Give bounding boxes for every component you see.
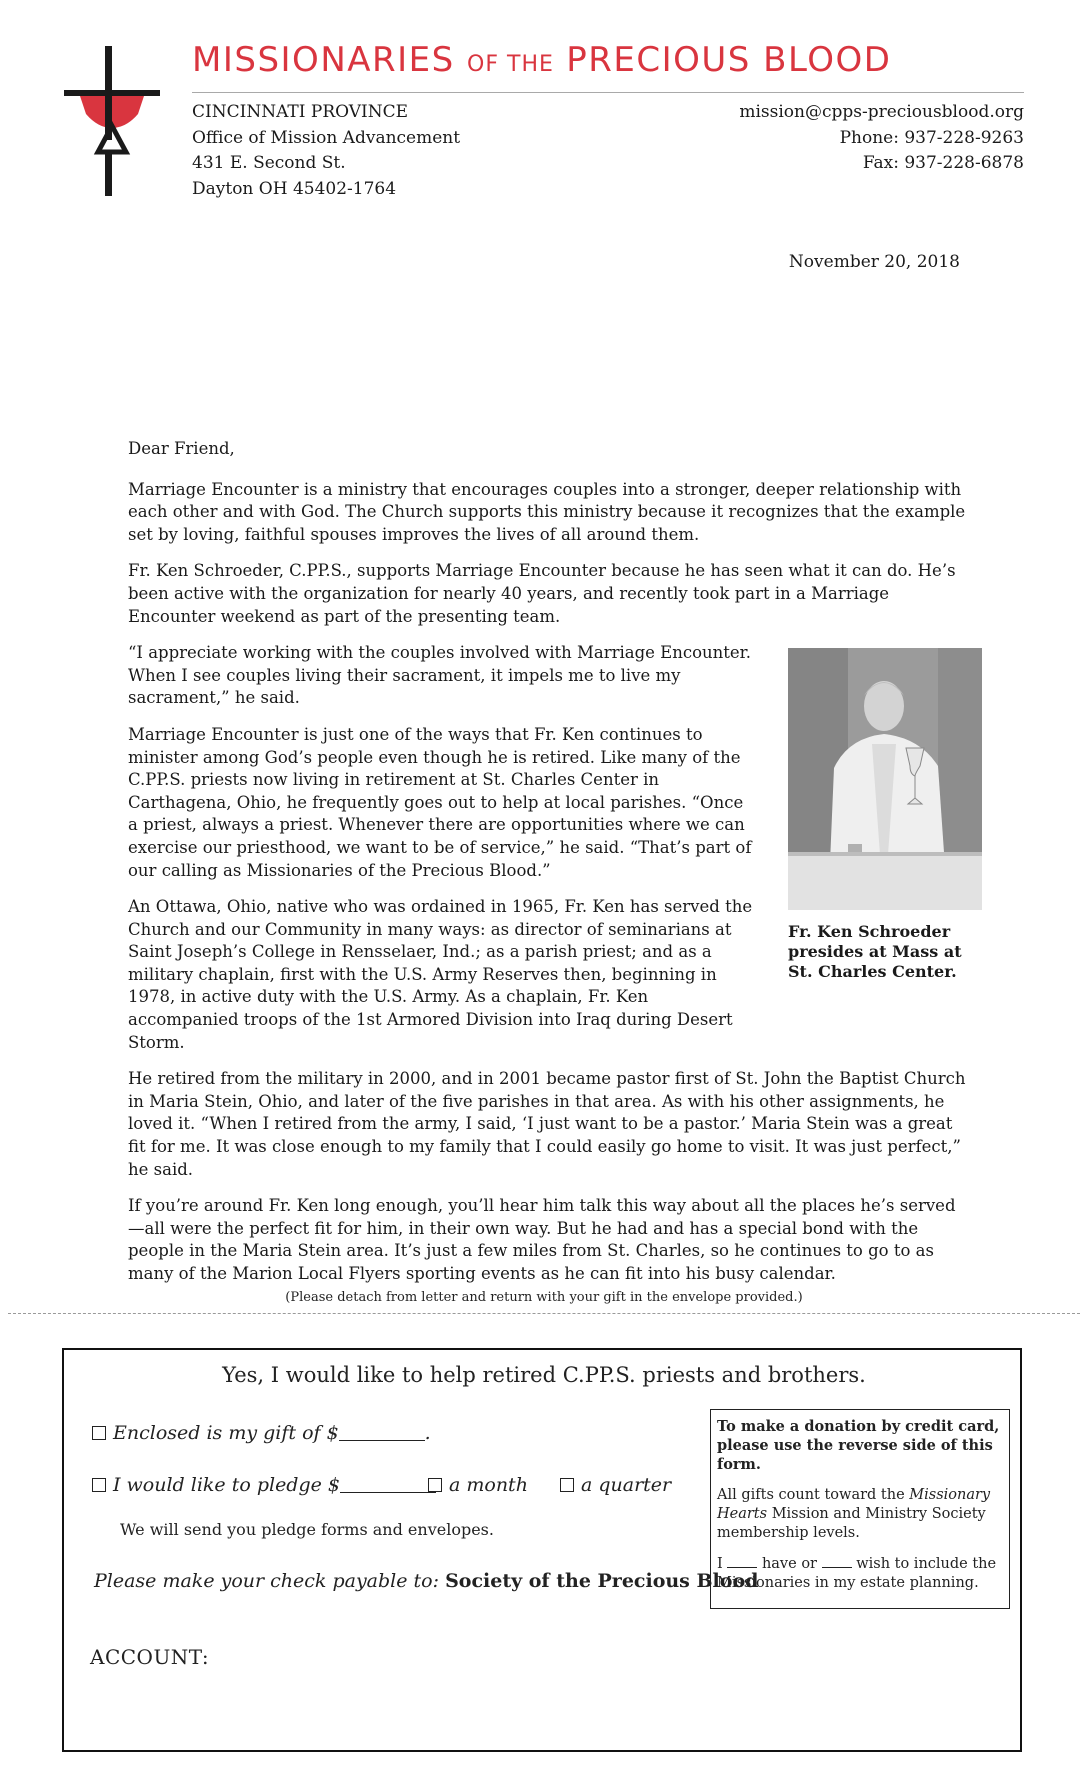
membership-note: All gifts count toward the Missionary Hearts Mission and Ministry Society membership levels. — [717, 1487, 991, 1541]
email: mission@cpps-preciousblood.org — [739, 102, 1024, 122]
paragraph-3: “I appreciate working with the couples involved with Marriage Encounter. When I see couples living their sacrament, it impels me to live my sacrament,” he said. — [128, 643, 751, 708]
letter-body — [128, 438, 968, 1300]
pledge-checkbox[interactable] — [92, 1478, 106, 1492]
phone: Phone: 937-228-9263 — [839, 127, 1024, 148]
cross-chalice-logo — [64, 46, 160, 196]
office-line: Office of Mission Advancement — [192, 127, 461, 148]
form-title: Yes, I would like to help retired C.PP.S. priests and brothers. — [222, 1363, 866, 1387]
detach-note: (Please detach from letter and return with your gift in the envelope provided.) — [285, 1290, 803, 1305]
payable-name: Society of the Precious Blood — [445, 1570, 759, 1592]
gift-line: Enclosed is my gift of $ . — [92, 1422, 431, 1444]
city-line: Dayton OH 45402-1764 — [192, 178, 397, 199]
return-address — [192, 100, 460, 202]
letter-date: November 20, 2018 — [788, 252, 960, 272]
contact-block — [739, 100, 1024, 177]
month-label: a month — [449, 1474, 528, 1496]
month-checkbox[interactable] — [428, 1478, 442, 1492]
quarter-label: a quarter — [581, 1474, 672, 1496]
header-rule — [192, 92, 1024, 93]
quarter-checkbox[interactable] — [560, 1478, 574, 1492]
organization-name: MISSIONARIES OF THE PRECIOUS BLOOD — [192, 40, 892, 80]
pledge-label: I would like to pledge $ — [113, 1474, 341, 1496]
pledge-note: We will send you pledge forms and envelopes. — [120, 1520, 494, 1539]
paragraph-5: An Ottawa, Ohio, native who was ordained in 1965, Fr. Ken has served the Church and our Community in many ways: as director of seminarians at Saint Joseph’s College in Rensselaer, Ind.; as a parish priest; and as a military chaplain, first with the U.S. Army Reserves then, beginning in 1978, in active duty with the U.S. Army. As a chaplain, Fr. Ken accompanied troops of the 1st Armored Division into Iraq during Desert Storm. — [128, 897, 753, 1052]
pledge-amount-field[interactable] — [340, 1492, 436, 1493]
paragraph-7: If you’re around Fr. Ken long enough, you’ll hear him talk this way about all the places he’s served—all were the perfect fit for him, in their own way. But he had and has a special bond with the people in the Maria Stein area. It’s just a few miles from St. Charles, so he continues to go to as many of the Marion Local Flyers sporting events as he can fit into his busy calendar. — [128, 1196, 956, 1283]
paragraph-4: Marriage Encounter is just one of the ways that Fr. Ken continues to minister among God’s people even though he is retired. Like many of the C.PP.S. priests now living in retirement at St. Charles Center in Carthagena, Ohio, he frequently goes out to help at local parishes. “Once a priest, always a priest. Whenever there are opportunities where we can exercise our priesthood, we want to be of service,” he said. “That’s part of our calling as Missionaries of the Precious Blood.” — [128, 724, 752, 880]
street-line: 431 E. Second St. — [192, 153, 346, 173]
gift-checkbox[interactable] — [92, 1426, 106, 1440]
gift-amount-field[interactable] — [339, 1440, 425, 1441]
payable-line — [94, 1570, 758, 1592]
fax: Fax: 937-228-6878 — [862, 153, 1024, 173]
estate-have-blank[interactable] — [727, 1567, 757, 1568]
payable-label: Please make your check payable to: — [94, 1570, 440, 1592]
paragraph-6: He retired from the military in 2000, and in 2001 became pastor first of St. John the Baptist Church in Maria Stein, Ohio, and later of the five parishes in that area. As with his other assignments, he loved it. “When I retired from the army, I said, ‘I just want to be a pastor.’ Maria Stein was a great fit for me. It was close enough to my family that I could easily go home to visit. It was just perfect,” he said. — [128, 1069, 966, 1179]
month-option — [428, 1474, 528, 1496]
estate-wish-blank[interactable] — [822, 1567, 852, 1568]
tear-line — [8, 1313, 1080, 1314]
salutation: Dear Friend, — [128, 439, 235, 458]
account-label: ACCOUNT: — [90, 1645, 210, 1669]
quarter-option — [560, 1474, 671, 1496]
info-sidebar — [710, 1409, 1010, 1609]
estate-note: I have or wish to include the Missionaries in my estate planning. — [717, 1556, 997, 1591]
pledge-line — [92, 1474, 436, 1496]
paragraph-1: Marriage Encounter is a ministry that encourages couples into a stronger, deeper relationship with each other and with God. The Church supports this ministry because it recognizes that the example set by loving, faithful spouses improves the lives of all around them. — [128, 479, 966, 544]
gift-label: Enclosed is my gift of $ — [113, 1422, 339, 1444]
photo-caption: Fr. Ken Schroeder presides at Mass at St. Charles Center. — [788, 922, 962, 981]
province-line: CINCINNATI PROVINCE — [192, 102, 409, 122]
paragraph-2: Fr. Ken Schroeder, C.PP.S., supports Marriage Encounter because he has seen what it can do. He’s been active with the organization for nearly 40 years, and recently took part in a Marriage Encounter weekend as part of the presenting team. — [128, 561, 956, 626]
credit-card-note: To make a donation by credit card, please use the reverse side of this form. — [717, 1418, 1000, 1473]
